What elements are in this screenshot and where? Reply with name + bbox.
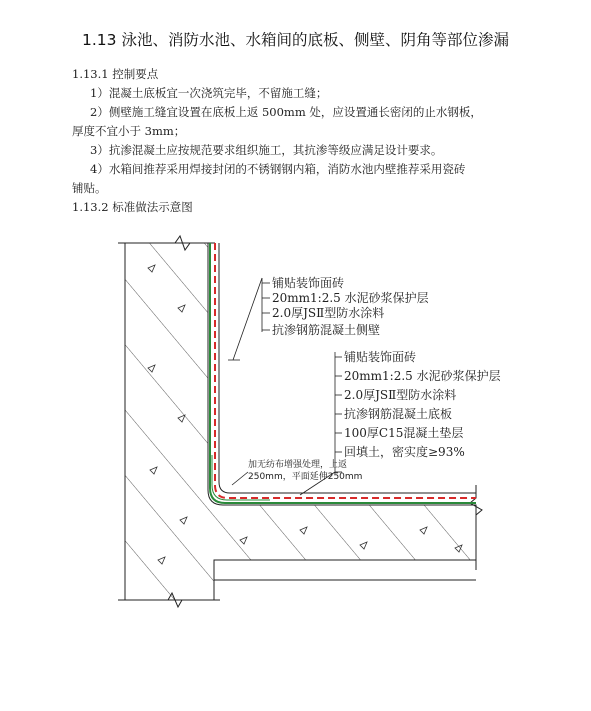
control-point-4: 4）水箱间推荐采用焊接封闭的不锈钢钢内箱，消防水池内壁推荐采用瓷砖 <box>90 162 466 176</box>
wall-label-mortar: 20mm1:2.5 水泥砂浆保护层 <box>272 291 429 305</box>
floor-label-mortar: 20mm1:2.5 水泥砂浆保护层 <box>344 369 501 383</box>
wall-leaders <box>228 278 270 360</box>
corner-note-line-2: 250mm，平面延伸250mm <box>248 472 363 482</box>
page-title: 1.13 泳池、消防水池、水箱间的底板、侧壁、阴角等部位渗漏 <box>82 31 509 49</box>
control-point-1: 1）混凝土底板宜一次浇筑完毕，不留施工缝； <box>90 86 328 100</box>
wall-label-concrete: 抗渗钢筋混凝土侧壁 <box>272 323 381 337</box>
cushion-layer <box>214 560 476 580</box>
control-point-3: 3）抗渗混凝土应按规范要求组织施工，其抗渗等级应满足设计要求。 <box>90 143 443 157</box>
control-point-2: 2）侧壁施工缝宜设置在底板上返 500mm 处，应设置通长密闭的止水钢板， <box>90 105 482 119</box>
floor-label-membrane: 2.0厚JSⅡ型防水涂料 <box>344 388 457 402</box>
floor-label-slab: 抗渗钢筋混凝土底板 <box>344 407 453 421</box>
floor-label-tile: 铺贴装饰面砖 <box>344 350 417 364</box>
control-point-4-continued: 铺贴。 <box>72 181 107 195</box>
wall-label-tile: 铺贴装饰面砖 <box>272 276 345 290</box>
floor-label-cushion: 100厚C15混凝土垫层 <box>344 426 464 440</box>
section-heading-diagram: 1.13.2 标准做法示意图 <box>72 200 193 214</box>
section-heading-control-points: 1.13.1 控制要点 <box>72 67 159 81</box>
wall-label-membrane: 2.0厚JSⅡ型防水涂料 <box>272 306 385 320</box>
control-point-2-continued: 厚度不宜小于 3mm； <box>72 124 186 138</box>
corner-note-line-1: 加无纺布增强处理，上返 <box>248 460 348 470</box>
floor-label-backfill: 回填土，密实度≥93% <box>344 445 465 459</box>
